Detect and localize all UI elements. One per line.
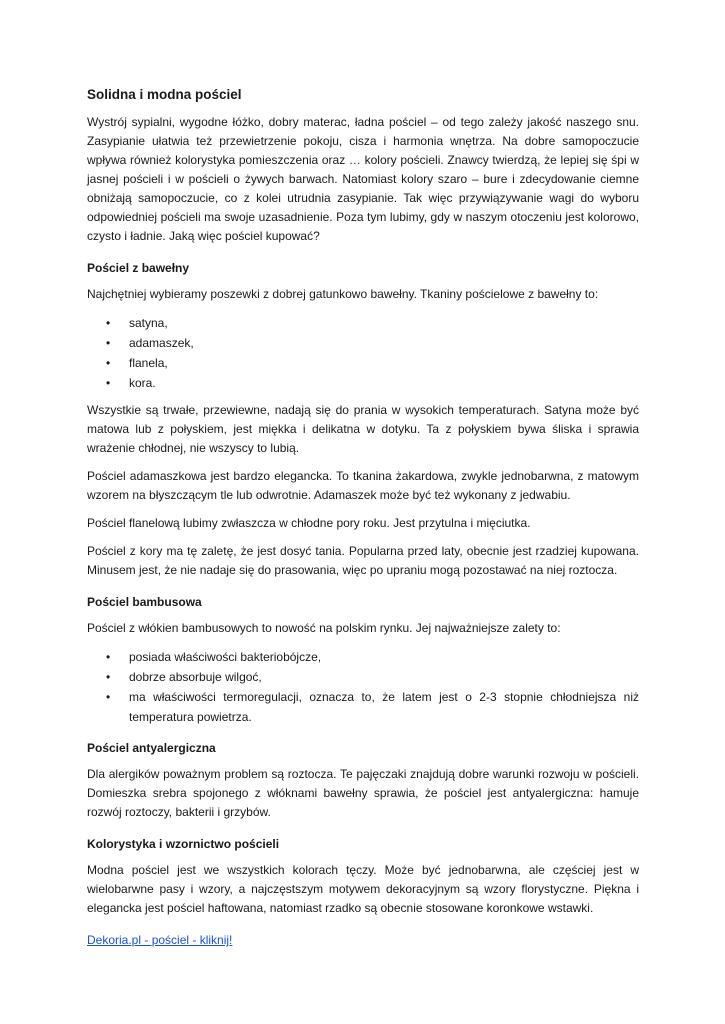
bullet-icon: • — [106, 670, 111, 684]
cotton-list — [87, 313, 639, 393]
bullet-icon: • — [106, 356, 111, 370]
antiallergic-paragraph: Dla alergików poważnym problem są roztocza. Te pajęczaki znajdują dobre warunki rozwoju w pościeli. Domieszka srebra spojonego z włóknami bawełny sprawia, że pościel jest antyalergiczna: hamuje rozwój roztoczy, bakterii i grzybów. — [87, 767, 639, 819]
antiallergic-heading: Pościel antyalergiczna — [87, 741, 216, 755]
intro-paragraph: Wystrój sypialni, wygodne łóżko, dobry materac, ładna pościel – od tego zależy jakość naszego snu. Zasypianie ułatwia też przewietrzenie pokoju, cisza i harmonia wnętrza. Na dobre samopoczucie wpływa również kolorystyka pomieszczenia oraz … kolory pościeli. Znawcy twierdzą, że lepiej się śpi w jasnej pościeli i w pościeli o żywych barwach. Natomiast kolory szaro – bure i zdecydowanie ciemne obniżają samopoczucie, co z kolei utrudnia zasypianie. Tak więc przywiązywanie wagi do wyboru odpowiedniej pościeli ma swoje uzasadnienie. Poza tym lubimy, gdy w naszym otoczeniu jest kolorowo, czysto i ładnie. Jaką więc pościel kupować? — [87, 115, 639, 243]
bamboo-lead: Pościel z włókien bambusowych to nowość na polskim rynku. Jej najważniejsze zalety to: — [87, 621, 561, 635]
cotton-heading: Pościel z bawełny — [87, 261, 190, 275]
list-item: • adamaszek, — [87, 333, 639, 353]
cotton-paragraph-flannel: Pościel flanelową lubimy zwłaszcza w chłodne pory roku. Jest przytulna i mięciutka. — [87, 516, 531, 530]
list-item: • posiada właściwości bakteriobójcze, — [87, 647, 639, 667]
bullet-icon: • — [106, 336, 111, 350]
list-item: • flanela, — [87, 353, 639, 373]
colors-heading: Kolorystyka i wzornictwo pościeli — [87, 837, 280, 851]
list-item: • satyna, — [87, 313, 639, 333]
dekoria-link[interactable]: Dekoria.pl - pościel - kliknij! — [87, 933, 233, 947]
document-title: Solidna i modna pościel — [87, 87, 242, 102]
bullet-icon: • — [106, 690, 111, 704]
document-page — [87, 86, 639, 949]
list-item: • ma właściwości termoregulacji, oznacza to, że latem jest o 2-3 stopnie chłodniejsza niż temperatura powietrza. — [87, 687, 639, 727]
bamboo-list — [87, 647, 639, 727]
bullet-icon: • — [106, 316, 111, 330]
bullet-icon: • — [106, 650, 111, 664]
list-item: • kora. — [87, 373, 639, 393]
colors-paragraph: Modna pościel jest we wszystkich kolorach tęczy. Może być jednobarwna, ale częściej jest w wielobarwne pasy i wzory, a najczęstszym motywem dekoracyjnym są wzory florystyczne. Piękna i elegancka jest pościel haftowana, natomiast rzadko są obecnie stosowane koronkowe wstawki. — [87, 863, 639, 915]
bamboo-heading: Pościel bambusowa — [87, 595, 202, 609]
cotton-paragraph-kora: Pościel z kory ma tę zaletę, że jest dosyć tania. Popularna przed laty, obecnie jest rzadziej kupowana. Minusem jest, że nie nadaje się do prasowania, więc po upraniu mogą pozostawać na niej roztocza. — [87, 544, 639, 577]
cotton-paragraph-satin: Wszystkie są trwałe, przewiewne, nadają się do prania w wysokich temperaturach. Satyna może być matowa lub z połyskiem, jest miękka i delikatna w dotyku. Ta z połyskiem bywa śliska i sprawia wrażenie chłodnej, nie wszyscy to lubią. — [87, 403, 639, 455]
list-item: • dobrze absorbuje wilgoć, — [87, 667, 639, 687]
bullet-icon: • — [106, 376, 111, 390]
cotton-paragraph-damask: Pościel adamaszkowa jest bardzo elegancka. To tkanina żakardowa, zwykle jednobarwna, z matowym wzorem na błyszczącym tle lub odwrotnie. Adamaszek może być też wykonany z jedwabiu. — [87, 469, 639, 502]
cotton-lead: Najchętniej wybieramy poszewki z dobrej gatunkowo bawełny. Tkaniny pościelowe z bawełny to: — [87, 287, 599, 301]
